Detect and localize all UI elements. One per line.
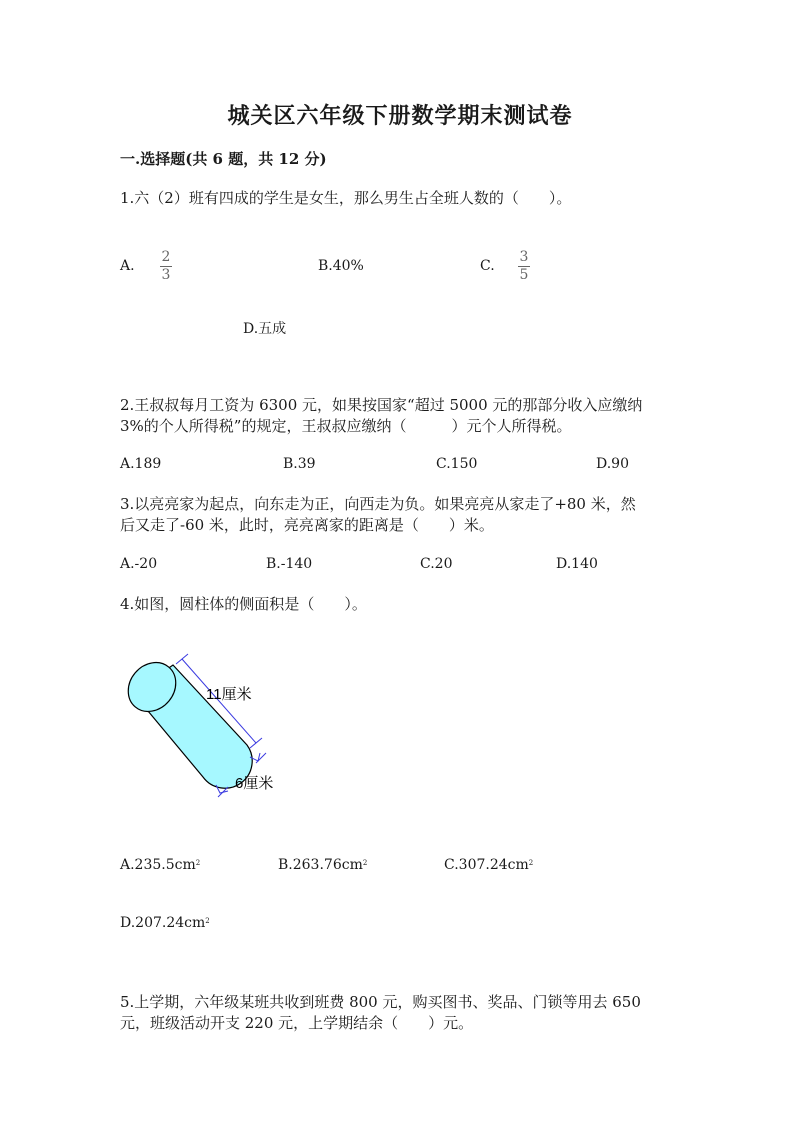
q1-option-d: D.五成 [243,321,287,337]
q4-option-d [120,915,210,931]
q4-option-a [120,857,200,873]
question-3-line-2: 后又走了-60 米，此时，亮亮离家的距离是（ ）米。 [120,516,494,534]
diameter-label: 6厘米 [235,775,274,792]
q2-option-c: C.150 [436,456,478,472]
q1-c-denominator: 5 [519,267,529,283]
q4-option-d-text: D.207.24cm [120,915,206,931]
diameter-arrow-top [256,753,266,763]
question-3-line-1: 3.以亮亮家为起点，向东走为正，向西走为负。如果亮亮从家走了+80 米，然 [120,495,636,513]
length-label: 11厘米 [206,686,252,703]
q4-option-b-text: B.263.76cm [278,857,363,873]
length-tick-bottom [250,738,262,748]
q4-option-b-sup: 2 [362,859,368,867]
q3-option-b: B.-140 [266,556,313,572]
q1-a-denominator: 3 [161,267,171,283]
q4-option-c-sup: 2 [528,859,534,867]
q1-option-c-fraction [518,250,530,283]
q2-option-a: A.189 [120,456,162,472]
q4-option-a-sup: 2 [195,859,201,867]
q1-c-numerator: 3 [519,249,529,265]
q1-a-numerator: 2 [161,249,171,265]
q1-option-a-label: A. [120,258,135,274]
q4-option-d-sup: 2 [205,917,210,925]
question-4-text: 4.如图，圆柱体的侧面积是（ ）。 [120,595,367,613]
question-1-text: 1.六（2）班有四成的学生是女生，那么男生占全班人数的（ ）。 [120,189,572,207]
question-5-line-1: 5.上学期，六年级某班共收到班费 800 元，购买图书、奖品、门锁等用去 650 [120,993,641,1011]
q4-option-b [278,857,367,873]
q3-option-d: D.140 [556,556,598,572]
q1-option-c-label: C. [480,258,495,274]
section-heading: 一.选择题(共 6 题，共 12 分) [120,150,327,168]
q1-option-a-fraction [160,250,172,283]
q4-option-c-text: C.307.24cm [444,857,529,873]
question-2-line-2: 3%的个人所得税”的规定，王叔叔应缴纳（ ）元个人所得税。 [120,417,572,435]
q4-option-a-text: A.235.5cm [120,857,196,873]
q4-option-c [444,857,533,873]
question-2-line-1: 2.王叔叔每月工资为 6300 元，如果按国家“超过 5000 元的那部分收入应缴纳 [120,396,643,414]
q3-option-c: C.20 [420,556,453,572]
q3-option-a: A.-20 [120,556,158,572]
q2-option-b: B.39 [283,456,316,472]
question-5-line-2: 元，班级活动开支 220 元，上学期结余（ ）元。 [120,1014,474,1032]
cylinder-figure [120,645,290,810]
length-tick-top [176,654,188,664]
page-title: 城关区六年级下册数学期末测试卷 [227,103,573,129]
q1-option-b: B.40% [318,258,364,274]
q2-option-d: D.90 [596,456,629,472]
